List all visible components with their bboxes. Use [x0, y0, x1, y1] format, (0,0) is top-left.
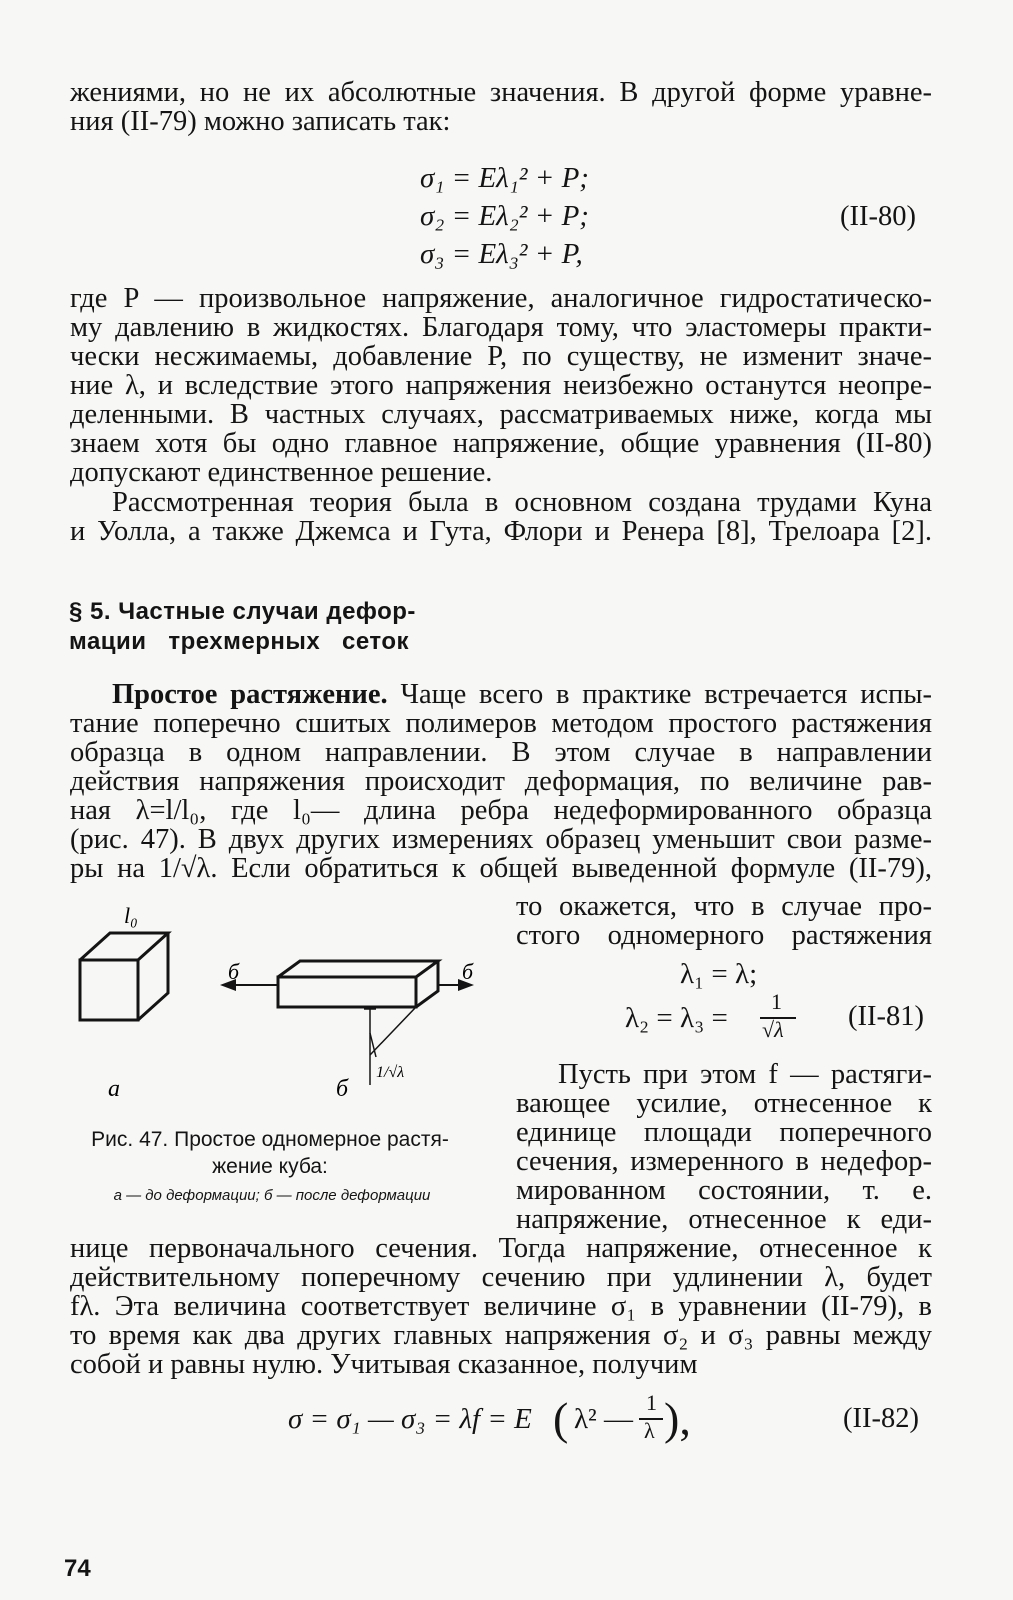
equation-81-denominator: √λ	[762, 1017, 784, 1042]
equation-81-line-1: λ₁ = λ;	[680, 958, 758, 990]
equation-82-paren-open: (	[553, 1393, 569, 1444]
text-line: ние λ, и вследствие этого напряжения неизбежно останутся неопре-	[70, 370, 932, 401]
text-line: Пусть при этом f — растяги-	[558, 1059, 932, 1090]
text-line: знаем хотя бы одно главное напряжение, общие уравнения (II-80)	[70, 428, 932, 459]
paragraph-3	[70, 488, 932, 546]
text-line: чески несжимаемы, добавление P, по существу, не изменит значе-	[70, 341, 932, 372]
equation-82-denominator: λ	[644, 1418, 655, 1443]
equation-82-number: (II-82)	[843, 1403, 919, 1434]
text-line: нице первоначального сечения. Тогда напряжение, отнесенное к	[70, 1233, 932, 1264]
text-line: (рис. 47). В двух других измерениях образец уменьшит свои разме-	[70, 824, 932, 855]
figure-caption-legend: а — до деформации; б — после деформации	[113, 1187, 431, 1204]
text-line: и Уолла, а также Джемса и Гута, Флори и Ренера [8], Трелоара [2].	[70, 516, 932, 547]
run-in-heading: Простое растяжение.	[112, 679, 388, 710]
text-line: му давлению в жидкостях. Благодаря тому, что эластомеры практи-	[70, 312, 932, 343]
equation-82-paren-close: ),	[664, 1393, 691, 1444]
text-line: Рассмотренная теория была в основном создана трудами Куна	[112, 487, 932, 518]
text-line: то время как два других главных напряжения σ₂ и σ₃ равны между	[70, 1320, 932, 1351]
text-run: Чаще всего в практике встречается испы-	[387, 679, 932, 710]
text-line: где P — произвольное напряжение, аналогичное гидростатическо-	[70, 283, 932, 314]
text-line: то окажется, что в случае про-	[516, 891, 932, 922]
text-line: действительному поперечному сечению при удлинении λ, будет	[70, 1262, 932, 1293]
text-line: ния (II-79) можно записать так:	[70, 106, 451, 137]
equation-81-number: (II-81)	[848, 1001, 924, 1032]
text-line: деленными. В частных случаях, рассматриваемых ниже, когда мы	[70, 399, 932, 430]
equation-80-number: (II-80)	[840, 201, 916, 232]
paragraph-4	[70, 680, 932, 883]
text-line: стого одномерного растяжения	[516, 920, 932, 951]
equation-81-numerator: 1	[771, 989, 782, 1014]
text-line: собой и равны нулю. Учитывая сказанное, получим	[70, 1349, 698, 1380]
page-number: 74	[64, 1555, 91, 1582]
label-a: a	[108, 1076, 120, 1102]
cube-undeformed	[80, 933, 168, 1020]
equation-82-lambda-sq: λ² —	[574, 1403, 634, 1435]
text-line: сечения, измеренного в недефор-	[516, 1146, 932, 1177]
label-ratio: 1/√λ	[376, 1064, 405, 1081]
bar-deformed	[278, 961, 438, 1007]
equation-82-numerator: 1	[646, 1390, 657, 1415]
text-line: мированном состоянии, т. е.	[516, 1175, 932, 1206]
figure-47	[60, 895, 500, 1115]
figure-caption-title-2: жение куба:	[212, 1155, 328, 1178]
figure-caption-title: Рис. 47. Простое одномерное растя-	[91, 1128, 449, 1151]
equation-82-left: σ = σ₁ — σ₃ = λf = E	[288, 1403, 532, 1435]
section-heading	[69, 597, 416, 657]
label-l0: l₀	[124, 903, 138, 928]
heading-line: мации трехмерных сеток	[69, 628, 409, 655]
text-line: единице площади поперечного	[516, 1117, 932, 1148]
text-line: тание поперечно сшитых полимеров методом простого растяжения	[70, 708, 932, 739]
text-line: вающее усилие, отнесенное к	[516, 1088, 932, 1119]
text-line: ры на 1/√λ. Если обратиться к общей выведенной формуле (II-79),	[70, 853, 932, 884]
equation-80-line-3: σ₃ = Eλ₃² + P,	[420, 238, 583, 270]
label-b: б	[336, 1076, 349, 1102]
text-line: образца в одном направлении. В этом случае в направлении	[70, 737, 932, 768]
text-line: жениями, но не их абсолютные значения. В другой форме уравне-	[70, 77, 932, 108]
force-label-right: б	[462, 959, 474, 984]
right-column-text-2	[516, 1060, 932, 1234]
text-line: напряжение, отнесенное к еди-	[516, 1204, 932, 1235]
paragraph-2	[70, 284, 932, 487]
right-column-text-1	[516, 892, 932, 950]
paragraph-5	[70, 1234, 932, 1379]
equation-81-line-2: λ₂ = λ₃ =	[625, 1002, 728, 1034]
text-line: fλ. Эта величина соответствует величине σ₁ в уравнении (II-79), в	[70, 1291, 932, 1322]
equation-80-line-1: σ₁ = Eλ₁² + P;	[420, 162, 589, 194]
heading-line: § 5. Частные случаи дефор-	[69, 598, 416, 625]
text-line	[70, 680, 932, 709]
paragraph-1	[70, 78, 932, 136]
force-label-left: б	[228, 959, 240, 984]
equation-80-line-2: σ₂ = Eλ₂² + P;	[420, 200, 589, 232]
text-line: ная λ=l/l₀, где l₀— длина ребра недеформированного образца	[70, 795, 932, 826]
text-line: допускают единственное решение.	[70, 457, 493, 488]
text-line: действия напряжения происходит деформация, по величине рав-	[70, 766, 932, 797]
